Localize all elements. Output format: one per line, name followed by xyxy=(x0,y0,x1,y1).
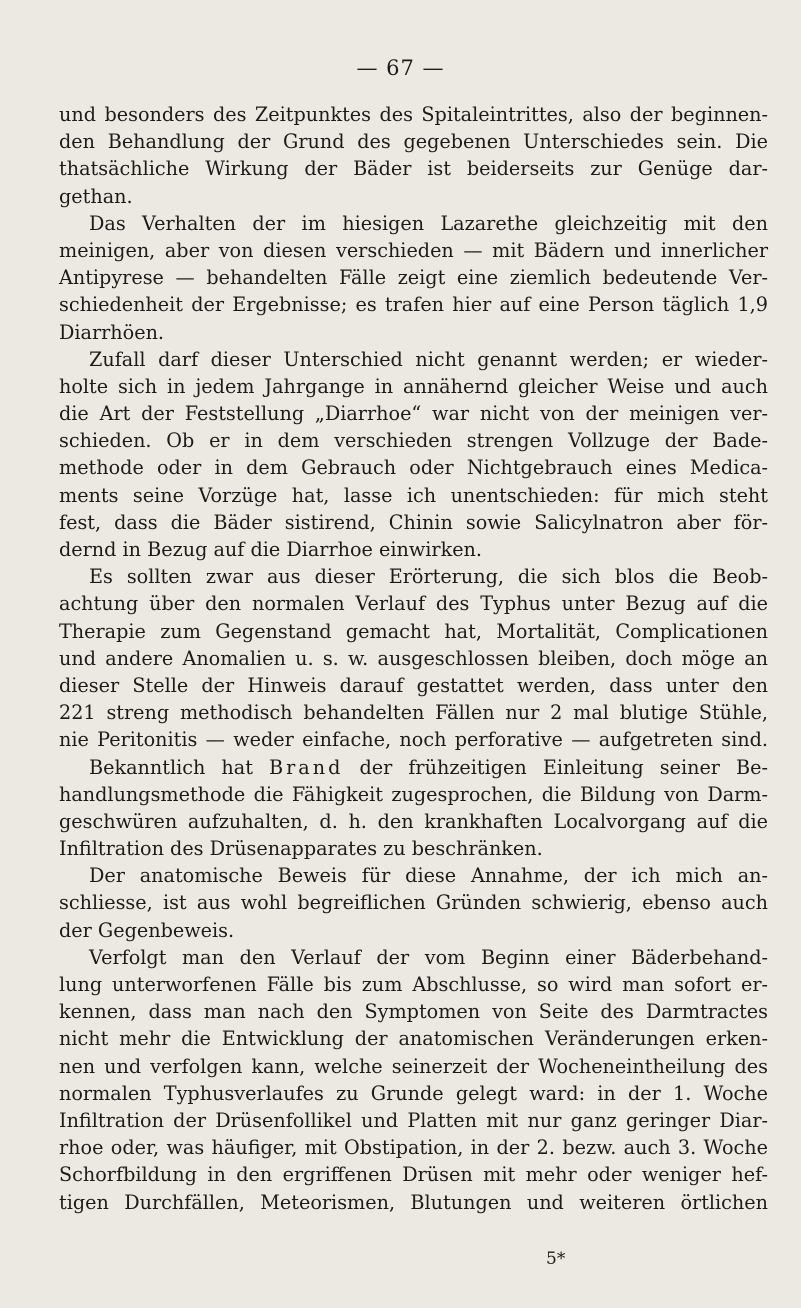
text-line: handlungsmethode die Fähigkeit zugesprochen, die Bildung von Darm- xyxy=(59,782,768,806)
body-text xyxy=(59,101,768,1216)
text-line: kennen, dass man nach den Symptomen von Seite des Darmtractes xyxy=(59,1000,768,1024)
text-segment: der frühzeitigen Einleitung seiner Be- xyxy=(343,755,768,779)
text-line: Verfolgt man den Verlauf der vom Beginn einer Bäderbehand- xyxy=(89,945,768,969)
text-line: dieser Stelle der Hinweis darauf gestattet werden, dass unter den xyxy=(59,673,768,697)
text-line: rhoe oder, was häufiger, mit Obstipation, in der 2. bezw. auch 3. Woche xyxy=(59,1136,768,1160)
text-line: und andere Anomalien u. s. w. ausgeschlossen bleiben, doch möge an xyxy=(59,646,768,670)
text-line xyxy=(59,754,768,781)
author-name-brand: Brand xyxy=(269,755,344,779)
text-line: Diarrhöen. xyxy=(59,320,165,344)
text-line: Das Verhalten der im hiesigen Lazarethe gleichzeitig mit den xyxy=(89,211,768,235)
text-line: normalen Typhusverlaufes zu Grunde gelegt ward: in der 1. Woche xyxy=(59,1081,768,1105)
text-line: Der anatomische Beweis für diese Annahme, der ich mich an- xyxy=(89,864,768,888)
text-line: den Behandlung der Grund des gegebenen Unterschiedes sein. Die xyxy=(59,130,768,154)
text-line: methode oder in dem Gebrauch oder Nichtgebrauch eines Medica- xyxy=(59,456,768,480)
text-line: fest, dass die Bäder sistirend, Chinin sowie Salicylnatron aber för- xyxy=(59,510,768,534)
text-line: tigen Durchfällen, Meteorismen, Blutungen und weiteren örtlichen xyxy=(59,1190,768,1214)
text-line: und besonders des Zeitpunktes des Spitaleintrittes, also der beginnen- xyxy=(59,103,768,126)
text-line: Infiltration des Drüsenapparates zu beschränken. xyxy=(59,837,543,861)
text-line: dernd in Bezug auf die Diarrhoe einwirken. xyxy=(59,538,483,561)
text-line: Schorfbildung in den ergriffenen Drüsen mit mehr oder weniger hef- xyxy=(59,1163,768,1187)
printer-signature: 5* xyxy=(546,1249,566,1269)
text-line: Therapie zum Gegenstand gemacht hat, Mortalität, Complicationen xyxy=(59,619,768,643)
text-line: ments seine Vorzüge hat, lasse ich unentschieden: für mich steht xyxy=(59,483,768,507)
text-line: nen und verfolgen kann, welche seinerzeit der Wocheneintheilung des xyxy=(59,1054,768,1078)
text-line: Es sollten zwar aus dieser Erörterung, die sich blos die Beob- xyxy=(89,565,768,589)
text-line: Infiltration der Drüsenfollikel und Platten mit nur ganz geringer Diar- xyxy=(59,1108,768,1132)
text-line: lung unterworfenen Fälle bis zum Abschlusse, so wird man sofort er- xyxy=(59,973,768,996)
text-line: achtung über den normalen Verlauf des Typhus unter Bezug auf die xyxy=(59,592,768,616)
text-line: holte sich in jedem Jahrgange in annähernd gleicher Weise und auch xyxy=(59,374,768,398)
text-line: meinigen, aber von diesen verschieden — mit Bädern und innerlicher xyxy=(59,238,768,262)
text-line: Zufall darf dieser Unterschied nicht genannt werden; er wieder- xyxy=(89,347,768,371)
text-line: schieden. Ob er in dem verschieden strengen Vollzuge der Bade- xyxy=(59,429,768,453)
text-segment: Bekanntlich hat xyxy=(89,755,269,779)
page-number: — 67 — xyxy=(356,56,445,80)
text-line: thatsächliche Wirkung der Bäder ist beiderseits zur Genüge dar- xyxy=(59,157,768,181)
text-line: der Gegenbeweis. xyxy=(59,918,235,942)
text-line: schliesse, ist aus wohl begreiflichen Gründen schwierig, ebenso auch xyxy=(59,891,768,915)
text-line: nicht mehr die Entwicklung der anatomischen Veränderungen erken- xyxy=(59,1027,768,1051)
text-line: nie Peritonitis — weder einfache, noch perforative — aufgetreten sind. xyxy=(59,728,768,752)
text-line: Antipyrese — behandelten Fälle zeigt eine ziemlich bedeutende Ver- xyxy=(59,266,768,290)
text-line: gethan. xyxy=(59,184,133,208)
text-line: 221 streng methodisch behandelten Fällen nur 2 mal blutige Stühle, xyxy=(59,701,768,725)
text-line: die Art der Feststellung „Diarrhoe“ war nicht von der meinigen ver- xyxy=(59,402,768,426)
text-line: geschwüren aufzuhalten, d. h. den krankhaften Localvorgang auf die xyxy=(59,809,768,833)
text-line: schiedenheit der Ergebnisse; es trafen hier auf eine Person täglich 1,9 xyxy=(59,293,768,317)
